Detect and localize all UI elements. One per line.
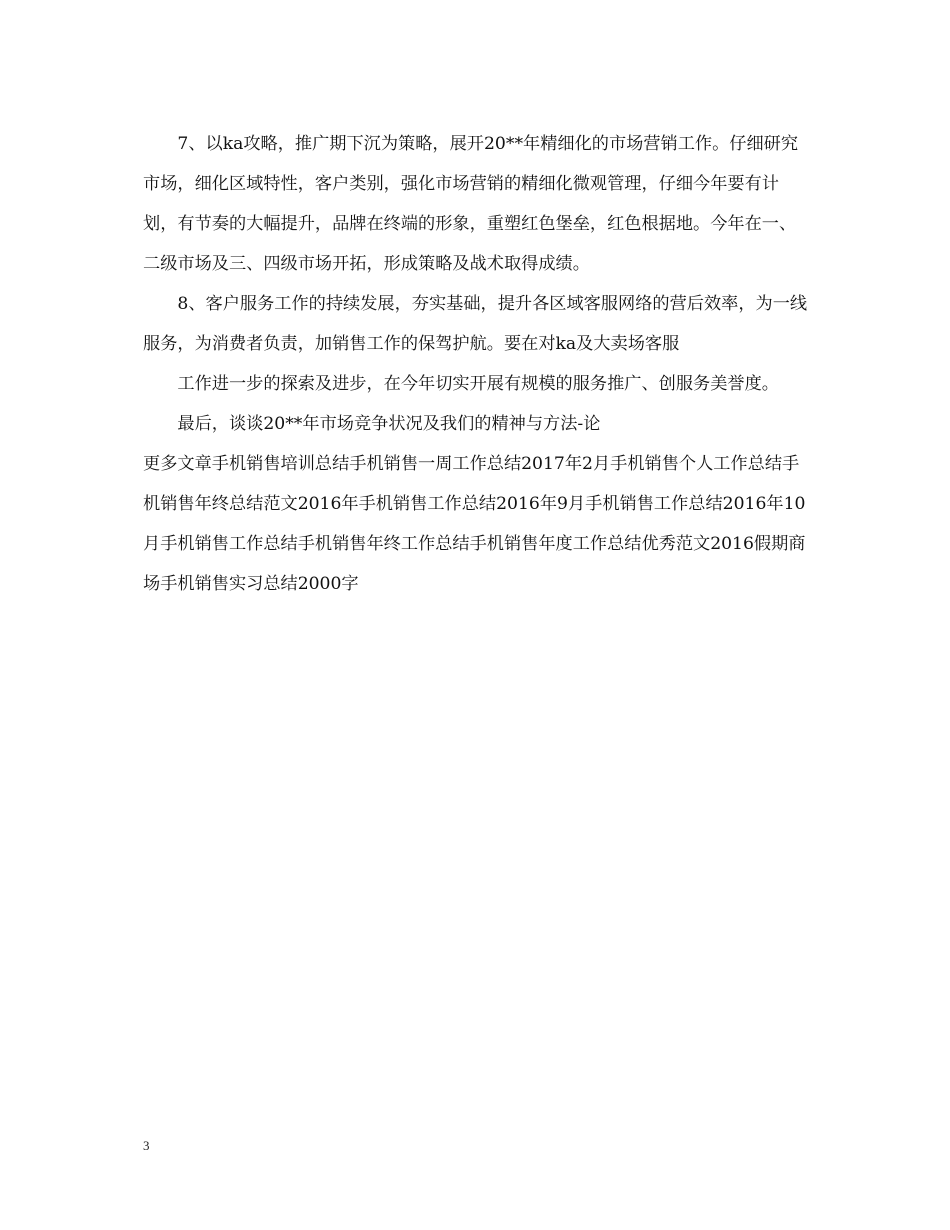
related-articles: 更多文章手机销售培训总结手机销售一周工作总结2017年2月手机销售个人工作总结手机销售年终总结范文2016年手机销售工作总结2016年9月手机销售工作总结2016年10月手机销售工作总结手机销售年终工作总结手机销售年度工作总结优秀范文2016假期商场手机销售实习总结2000字 — [143, 454, 806, 594]
paragraph-8-continued: 工作进一步的探索及进步，在今年切实开展有规模的服务推广、创服务美誉度。 — [177, 374, 779, 394]
paragraph-8: 8、客户服务工作的持续发展，夯实基础，提升各区域客服网络的营后效率，为一线服务，为消费者负责，加销售工作的保驾护航。要在对ka及大卖场客服 — [143, 294, 808, 354]
page-number: 3 — [143, 1138, 150, 1153]
paragraph-final: 最后，谈谈20**年市场竞争状况及我们的精神与方法-论 — [177, 414, 601, 434]
paragraph-7: 7、以ka攻略，推广期下沉为策略，展开20**年精细化的市场营销工作。仔细研究市场，细化区域特性，客户类别，强化市场营销的精细化微观管理，仔细今年要有计划，有节奏的大幅提升，品牌在终端的形象，重塑红色堡垒，红色根据地。今年在一、二级市场及三、四级市场开拓，形成策略及战术取得成绩。 — [143, 134, 799, 274]
document-body — [143, 124, 808, 604]
